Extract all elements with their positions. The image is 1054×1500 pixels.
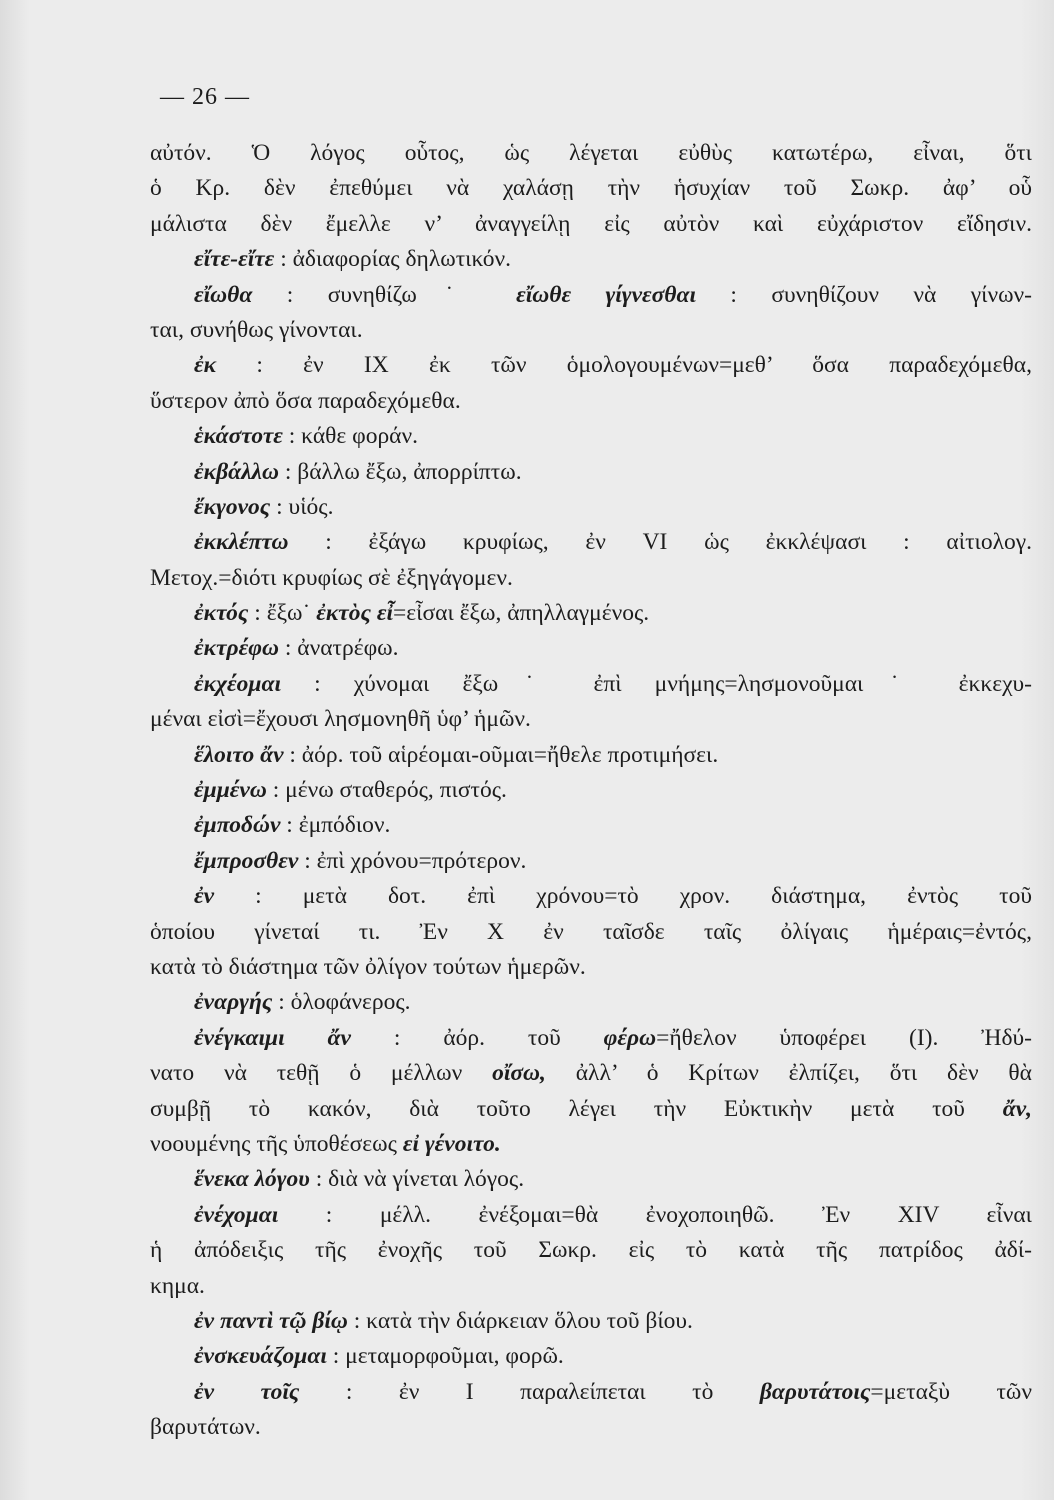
headword: ἐμμένω (194, 777, 267, 804)
glossary-entry-line (150, 738, 1032, 773)
definition-text: =ἤθελον ὑποφέρει (I). Ἠδύ- (656, 1024, 1032, 1051)
definition-text: ἡ ἀπόδειξις τῆς ἐνοχῆς τοῦ Σωκρ. εἰς τὸ κατὰ τῆς πατρίδος ἀδί- (150, 1237, 1032, 1264)
definition-text: : βάλλω ἔξω, ἀπορρίπτω. (278, 458, 522, 485)
glossary-entry-line (150, 525, 1032, 560)
headword: ἐμποδών (194, 812, 281, 839)
headword: ἐκ (194, 352, 217, 379)
definition-text: μάλιστα δὲν ἔμελλε ν’ ἀναγγείλῃ εἰς αὐτὸν καὶ εὐχάριστον εἴδησιν. (150, 210, 1032, 237)
definition-text: : ἐξάγω κρυφίως, ἐν VI ὡς ἐκκλέψασι : αἰτιολογ. (288, 529, 1032, 556)
glossary-entry-line (150, 490, 1032, 525)
headword: ἐκχέομαι (194, 670, 282, 697)
headword: εἴτε-εἴτε (194, 246, 275, 273)
definition-text: : μέλλ. ἐνέξομαι=θὰ ἐνοχοποιηθῶ. Ἐν XIV εἶναι (278, 1201, 1032, 1228)
headword: ἕλοιτο ἄν (194, 741, 284, 768)
headword: ἐν (194, 883, 215, 910)
headword: ἕνεκα λόγου (194, 1166, 310, 1193)
text-line (150, 313, 1032, 348)
text-line (150, 1410, 1032, 1445)
definition-text: : ἔξω˙ (248, 600, 317, 627)
headword: ἐκτός (194, 600, 249, 627)
definition-text: =εἶσαι ἔξω, ἀπηλλαγμένος. (393, 600, 650, 627)
glossary-entry-line (150, 1021, 1032, 1056)
headword: βαρυτάτοις (759, 1378, 871, 1405)
glossary-entry-line (150, 596, 1032, 631)
definition-text: : μεταμορφοῦμαι, φορῶ. (326, 1343, 564, 1370)
definition-text: βαρυτάτων. (150, 1414, 261, 1441)
glossary-entry-line (150, 1162, 1032, 1197)
definition-text: μέναι εἰσὶ=ἔχουσι λησμονηθῆ ὑφ’ ἡμῶν. (150, 706, 531, 733)
definition-text: : ἀόρ. τοῦ (350, 1024, 604, 1051)
definition-text: αὐτόν. Ὁ λόγος οὗτος, ὡς λέγεται εὐθὺς κατωτέρω, εἶναι, ὅτι (150, 140, 1032, 166)
definition-text: : μένω σταθερός, πιστός. (266, 777, 507, 804)
text-line (150, 136, 1032, 171)
definition-text: : ἐν I παραλείπεται τὸ (299, 1378, 760, 1405)
page-number: — 26 — (160, 84, 250, 110)
glossary-entry-line (150, 808, 1032, 843)
definition-text: : ἐν IX ἐκ τῶν ὁμολογουμένων=μεθ’ ὅσα παραδεχόμεθα, (216, 352, 1032, 379)
text-line (150, 1092, 1032, 1127)
headword: εἰ γένοιτο. (402, 1130, 501, 1157)
definition-text: συμβῇ τὸ κακόν, διὰ τοῦτο λέγει τὴν Εὐκτικὴν μετὰ τοῦ (150, 1095, 1003, 1122)
definition-text: ται, συνήθως γίνονται. (150, 316, 363, 343)
definition-text: κατὰ τὸ διάστημα τῶν ὀλίγον τούτων ἡμερῶν. (150, 953, 586, 980)
definition-text: ὕστερον ἀπὸ ὅσα παραδεχόμεθα. (150, 387, 461, 414)
text-line (150, 702, 1032, 737)
text-line (150, 1056, 1032, 1091)
headword: οἴσω, (492, 1060, 546, 1087)
definition-text: νοουμένης τῆς ὑποθέσεως (150, 1130, 403, 1157)
definition-text: : χύνομαι ἔξω˙ ἐπὶ μνήμης=λησμονοῦμαι˙ ἐκκεχυ- (281, 670, 1032, 697)
headword: ἐναργής (194, 989, 273, 1016)
text-line (150, 384, 1032, 419)
definition-text: : συνηθίζω˙ (252, 281, 517, 308)
glossary-body (150, 136, 1032, 1445)
definition-text: =μεταξὺ τῶν (870, 1378, 1033, 1405)
headword: ἐνέχομαι (194, 1201, 279, 1228)
definition-text: νατο νὰ τεθῇ ὁ μέλλων (150, 1060, 493, 1087)
definition-text: : μετὰ δοτ. ἐπὶ χρόνου=τὸ χρον. διάστημα, ἐντὸς τοῦ (214, 883, 1032, 910)
headword: ἑκάστοτε (194, 423, 283, 450)
glossary-entry-line (150, 773, 1032, 808)
text-line (150, 1127, 1032, 1162)
headword: ἐνσκευάζομαι (194, 1343, 327, 1370)
headword: φέρω (603, 1024, 657, 1051)
headword: ἐκβάλλω (194, 458, 279, 485)
headword: ἐκτρέφω (194, 635, 280, 662)
headword: ἐν τοῖς (194, 1378, 300, 1405)
definition-text: Μετοχ.=διότι κρυφίως σὲ ἐξηγάγομεν. (150, 564, 513, 591)
headword: εἴωθα (194, 281, 253, 308)
glossary-entry-line (150, 667, 1032, 702)
headword: ἐνέγκαιμι ἄν (194, 1024, 351, 1051)
definition-text: : συνηθίζουν νὰ γίνων- (696, 281, 1032, 308)
definition-text: : ἀνατρέφω. (279, 635, 399, 662)
headword: ἐκκλέπτω (194, 529, 289, 556)
definition-text: : κατὰ τὴν διάρκειαν ὅλου τοῦ βίου. (347, 1307, 693, 1334)
glossary-entry-line (150, 278, 1032, 313)
definition-text: ὁποίου γίνεταί τι. Ἐν X ἐν ταῖσδε ταῖς ὀλίγαις ἡμέραις=ἐντός, (150, 918, 1032, 945)
glossary-entry-line (150, 1339, 1032, 1374)
headword: ἐκτὸς εἶ (316, 600, 394, 627)
definition-text: : ἐπὶ χρόνου=πρότερον. (298, 847, 527, 874)
glossary-entry-line (150, 1375, 1032, 1410)
text-line (150, 915, 1032, 950)
text-line (150, 171, 1032, 206)
text-line (150, 1233, 1032, 1268)
glossary-entry-line (150, 1198, 1032, 1233)
definition-text: : υἱός. (270, 493, 334, 520)
text-line (150, 561, 1032, 596)
glossary-entry-line (150, 348, 1032, 383)
glossary-entry-line (150, 419, 1032, 454)
headword: ἄν, (1002, 1095, 1032, 1122)
definition-text: ἀλλ’ ὁ Κρίτων ἐλπίζει, ὅτι δὲν θὰ (545, 1060, 1032, 1087)
headword: ἔμπροσθεν (194, 847, 299, 874)
headword: ἔκγονος (194, 493, 271, 520)
glossary-entry-line (150, 1304, 1032, 1339)
headword: ἐν παντὶ τῷ βίῳ (194, 1307, 348, 1334)
definition-text: κημα. (150, 1272, 205, 1299)
text-line (150, 207, 1032, 242)
glossary-entry-line (150, 844, 1032, 879)
text-line (150, 1269, 1032, 1304)
definition-text: ὁ Κρ. δὲν ἐπεθύμει νὰ χαλάσῃ τὴν ἡσυχίαν τοῦ Σωκρ. ἀφ’ οὗ (150, 175, 1032, 202)
glossary-entry-line (150, 455, 1032, 490)
definition-text: : ἐμπόδιον. (280, 812, 391, 839)
headword: εἴωθε γίγνεσθαι (516, 281, 697, 308)
glossary-entry-line (150, 985, 1032, 1020)
text-line (150, 950, 1032, 985)
definition-text: : διὰ νὰ γίνεται λόγος. (309, 1166, 525, 1193)
definition-text: : ἀόρ. τοῦ αἱρέομαι-οῦμαι=ἤθελε προτιμήσει. (283, 741, 719, 768)
definition-text: : κάθε φοράν. (282, 423, 418, 450)
glossary-entry-line (150, 631, 1032, 666)
definition-text: : ἀδιαφορίας δηλωτικόν. (274, 246, 512, 273)
definition-text: : ὁλοφάνερος. (272, 989, 411, 1016)
glossary-entry-line (150, 879, 1032, 914)
glossary-entry-line (150, 242, 1032, 277)
